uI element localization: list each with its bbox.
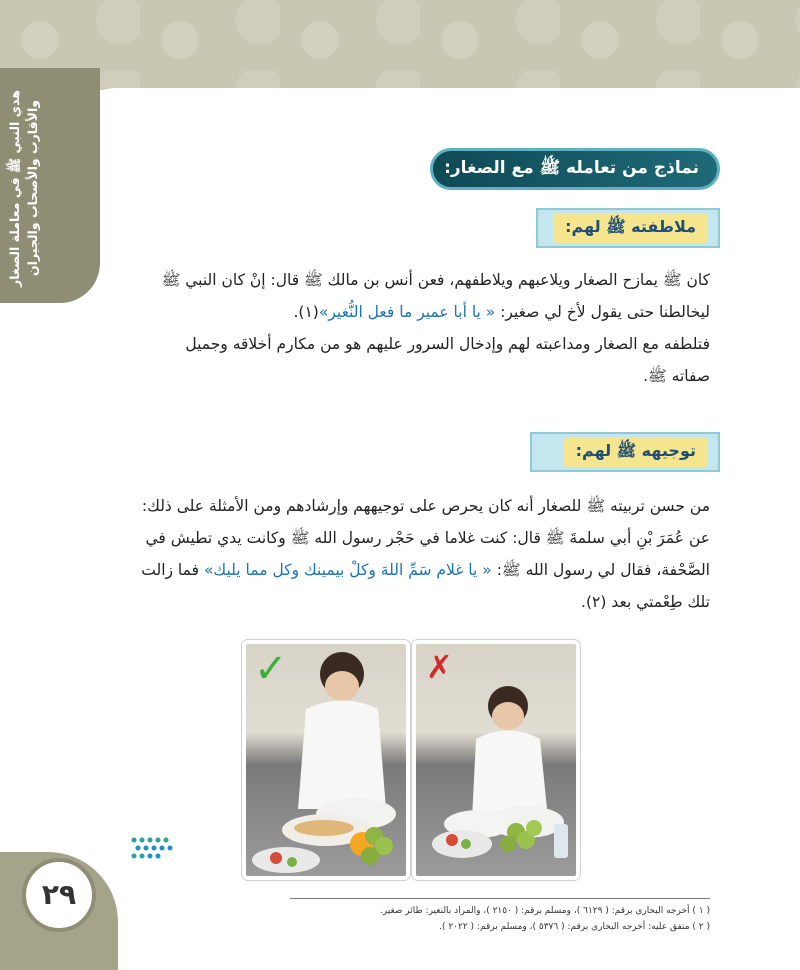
kindness-line2-text: ليخالطنا حتى يقول لأخ لي صغير: [495, 303, 710, 321]
kindness-line1: كان ﷺ يمازح الصغار ويلاعبهم ويلاطفهم، فعن أنس بن مالك ﷺ قال: إنْ كان النبي ﷺ [161, 271, 710, 289]
kindness-line3: فتلطفه مع الصغار ومداعبته لهم وإدخال السرور عليهم هو من مكارم أخلاقه وجميل [185, 335, 710, 353]
subheading-guidance [530, 432, 720, 472]
kindness-quote: « يا أبا عمير ما فعل النُّغير» [318, 303, 496, 321]
kindness-line2 [80, 296, 710, 328]
footnote-2: ( ٢ ) متفق عليه: أخرجه البخاري برقم: ( ٥٣٧٦ )، ومسلم برقم: ( ٢٠٢٢ ). [439, 922, 710, 932]
top-decorative-band [0, 0, 800, 90]
page-number: ٢٩ [22, 858, 96, 932]
chapter-title-line2: والأقارب والأصحاب والجيران [25, 100, 40, 276]
subheading-kindness [536, 208, 720, 248]
check-mark-icon: ✓ [254, 646, 288, 692]
section-header [430, 148, 720, 190]
section-title: نماذج من تعامله ﷺ مع الصغار: [444, 158, 699, 178]
footnote-1: ( ١ ) أخرجه البخاري برقم: ( ٦١٢٩ )، ومسلم برقم: ( ٢١٥٠ )، والمراد بالنغير: طائر صغير. [379, 906, 710, 916]
paragraph-guidance [80, 490, 710, 618]
guidance-line3-text: الصَّحْفة، فقال لي رسول الله ﷺ: [491, 561, 710, 579]
photo-correct-eating [242, 640, 410, 880]
guidance-line3-end: فما زالت [141, 561, 204, 579]
paragraph-kindness [80, 264, 710, 392]
decorative-dots-icon [130, 836, 178, 866]
wrong-mark-icon: ✗ [426, 648, 453, 686]
guidance-quote: « يا غلام سَمِّ اللهَ وكلْ بيمينك وكل مما يليك» [203, 561, 492, 579]
subheading-kindness-label: ملاطفته ﷺ لهم: [553, 213, 708, 243]
subheading-guidance-label: توجيهه ﷺ لهم: [564, 437, 708, 467]
kindness-footnote-ref: (١). [293, 303, 319, 321]
guidance-line2: عن عُمَرَ بْنِ أبي سلمةَ ﷺ قال: كنت غلاما في حَجْر رسول الله ﷺ وكانت يدي تطيش في [145, 529, 710, 547]
guidance-line1: من حسن تربيته ﷺ للصغار أنه كان يحرص على توجيههم وإرشادهم ومن الأمثلة على ذلك: [141, 497, 710, 515]
guidance-line4: تلك طِعْمتي بعد (٢). [581, 593, 710, 611]
footnote-divider [290, 898, 710, 899]
photo-wrong-eating [412, 640, 580, 880]
chapter-title [6, 78, 70, 298]
guidance-line3 [80, 554, 710, 586]
kindness-line4: صفاته ﷺ. [643, 367, 710, 385]
chapter-title-line1: هدي النبي ﷺ في معاملة الصغار [7, 89, 22, 287]
